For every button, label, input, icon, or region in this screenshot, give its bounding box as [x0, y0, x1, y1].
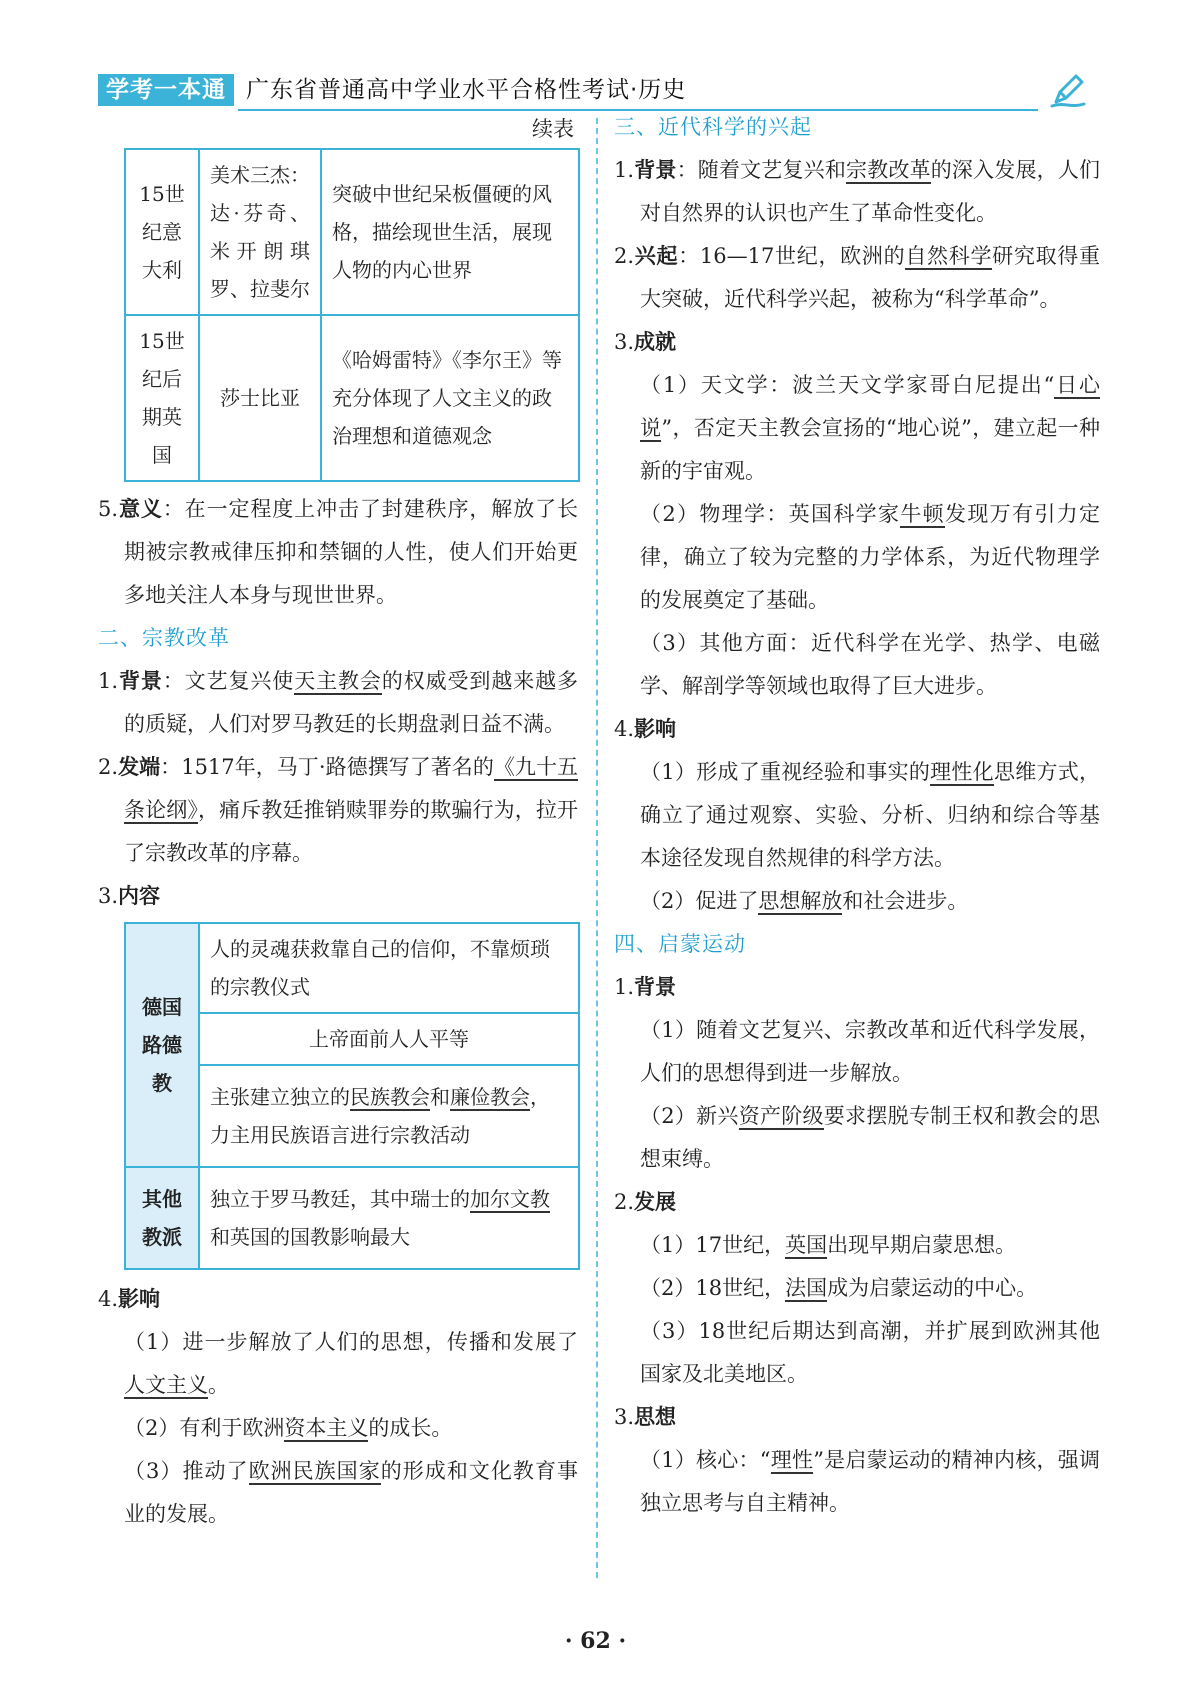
key-term: 理性化	[930, 760, 994, 784]
item-text: 的成长。	[368, 1416, 453, 1440]
item-label: 兴起	[634, 244, 679, 268]
item-number: 1.	[614, 975, 635, 999]
item-number: 2.	[614, 244, 635, 268]
item-label: 内容	[118, 884, 161, 908]
achievement-item-3: （3）其他方面：近代科学在光学、热学、电磁学、解剖学等领域也取得了巨大进步。	[640, 631, 1100, 698]
item-text: 成为启蒙运动的中心。	[827, 1276, 1038, 1300]
item-text: （2）18世纪，	[640, 1276, 786, 1300]
left-column	[98, 118, 578, 1536]
item-label: 影响	[634, 717, 677, 741]
item-text: ：在一定程度上冲击了封建秩序，解放了长期被宗教戒律压抑和禁锢的人性，使人们开始更多地关注人本身与现世世界。	[124, 497, 579, 607]
item-text: （3）推动了	[124, 1459, 249, 1483]
item-label: 意义	[118, 497, 163, 521]
item-text: 的权威受到越来越多的质疑，人们对罗马教廷的长期盘剥日益不满。	[124, 669, 579, 736]
key-term: 人文主义	[124, 1373, 208, 1397]
science-background	[614, 149, 1100, 235]
table-cell: 突破中世纪呆板僵硬的风格，描绘现世生活，展现人物的内心世界	[321, 149, 579, 315]
key-term: 加尔文教	[470, 1187, 550, 1211]
item-label: 发端	[118, 755, 161, 779]
reformation-content-heading	[98, 875, 578, 918]
page-number: · 62 ·	[564, 1628, 627, 1654]
item-text: 要求摆脱专制王权和教会的思想束缚。	[640, 1104, 1100, 1171]
item-text: 的形成和文化教育事业的发展。	[124, 1459, 578, 1526]
item-number: 2.	[614, 1190, 635, 1214]
table-continued-label: 续表	[532, 117, 574, 141]
item-text: （2）物理学：英国科学家	[640, 502, 901, 526]
book-title: 广东省普通高中学业水平合格性考试·历史	[246, 77, 687, 103]
item-number: 3.	[614, 1405, 635, 1429]
item-text: （1）天文学：波兰天文学家哥白尼提出“	[640, 373, 1055, 397]
table-cell: 人的灵魂获救靠自己的信仰，不靠烦琐的宗教仪式	[199, 923, 579, 1013]
item-text: （1）核心：“	[640, 1448, 771, 1472]
item-number: 1.	[98, 669, 119, 693]
item-text: 发现万有引力定律，确立了较为完整的力学体系，为近代物理学的发展奠定了基础。	[640, 502, 1101, 612]
key-term: 欧洲民族国家	[248, 1459, 381, 1483]
table-row	[125, 1167, 579, 1269]
table-cell: 莎士比亚	[199, 315, 321, 481]
item-text: 研究取得重大突破，近代科学兴起，被称为“科学革命”。	[640, 244, 1101, 311]
table-cell: 上帝面前人人平等	[199, 1013, 579, 1065]
item-text: （2）有利于欧洲	[124, 1416, 285, 1440]
key-term: 资本主义	[284, 1416, 369, 1440]
cell-text: 主张建立独立的	[210, 1085, 350, 1109]
table-cell: 美术三杰：达·芬奇、米开朗琪罗、拉斐尔	[199, 149, 321, 315]
item-text: （1）17世纪，	[640, 1233, 786, 1257]
item-number: 3.	[614, 330, 635, 354]
item-label: 发展	[634, 1190, 677, 1214]
achievement-item-1	[614, 364, 1100, 493]
item-label: 成就	[634, 330, 677, 354]
significance-paragraph	[98, 488, 578, 617]
table-cell	[199, 1065, 579, 1167]
item-text: （2）促进了	[640, 889, 759, 913]
impact-item-3	[98, 1450, 578, 1536]
item-number: 4.	[98, 1287, 119, 1311]
science-impact-item-2	[614, 880, 1100, 923]
impact-item-1	[98, 1321, 578, 1407]
item-text: 思维方式，确立了通过观察、实验、分析、归纳和综合等基本途径发现自然规律的科学方法。	[640, 760, 1101, 870]
development-item-1	[614, 1224, 1100, 1267]
item-text: ：16—17世纪，欧洲的	[678, 244, 906, 268]
impact-item-2	[98, 1407, 578, 1450]
science-achievement-heading	[614, 321, 1100, 364]
column-divider	[596, 118, 598, 1578]
section-heading-enlightenment: 四、启蒙运动	[614, 932, 746, 956]
enlightenment-bg-item-1: （1）随着文艺复兴、宗教改革和近代科学发展，人们的思想得到进一步解放。	[640, 1018, 1100, 1085]
item-number: 4.	[614, 717, 635, 741]
item-label: 背景	[634, 158, 677, 182]
key-term: 资产阶级	[738, 1104, 824, 1128]
key-term: 天主教会	[294, 669, 382, 693]
science-impact-item-1	[614, 751, 1100, 880]
item-text: ：文艺复兴使	[162, 669, 295, 693]
pen-icon	[1048, 70, 1088, 110]
item-text: ：随着文艺复兴和	[676, 158, 847, 182]
item-text: ：1517年，马丁·路德撰写了著名的	[160, 755, 494, 779]
thought-item-1	[614, 1439, 1100, 1525]
renaissance-table	[124, 148, 580, 482]
enlightenment-bg-item-2	[614, 1095, 1100, 1181]
enlightenment-thought-heading	[614, 1396, 1100, 1439]
item-text: 。	[208, 1373, 229, 1397]
reformation-background	[98, 660, 578, 746]
key-term: 法国	[785, 1276, 828, 1300]
key-term: 民族教会	[350, 1085, 430, 1109]
item-text: ，痛斥教廷推销赎罪券的欺骗行为，拉开了宗教改革的序幕。	[124, 798, 579, 865]
key-term: 《九十五条论纲》	[124, 755, 579, 822]
cell-text: 和英国的国教影响最大	[210, 1225, 410, 1249]
key-term: 英国	[785, 1233, 828, 1257]
item-label: 背景	[118, 669, 163, 693]
key-term: 理性	[770, 1448, 814, 1472]
item-number: 2.	[98, 755, 119, 779]
table-row	[125, 149, 579, 315]
achievement-item-2	[614, 493, 1100, 622]
cell-text: ，力主用民族语言进行宗教活动	[210, 1085, 550, 1147]
item-text: 出现早期启蒙思想。	[827, 1233, 1017, 1257]
section-heading-reformation: 二、宗教改革	[98, 626, 230, 650]
item-label: 影响	[118, 1287, 161, 1311]
development-item-3: （3）18世纪后期达到高潮，并扩展到欧洲其他国家及北美地区。	[640, 1319, 1100, 1386]
item-number: 3.	[98, 884, 119, 908]
key-term: 牛顿	[900, 502, 946, 526]
reformation-impact-heading	[98, 1278, 578, 1321]
item-text: 的深入发展，人们对自然界的认识也产生了革命性变化。	[640, 158, 1101, 225]
reformation-table	[124, 922, 580, 1270]
table-cell: 《哈姆雷特》《李尔王》等充分体现了人文主义的政治理想和道德观念	[321, 315, 579, 481]
table-row	[125, 923, 579, 1013]
science-impact-heading	[614, 708, 1100, 751]
item-text: ”，否定天主教会宣扬的“地心说”，建立起一种新的宇宙观。	[640, 416, 1100, 483]
development-item-2	[614, 1267, 1100, 1310]
key-term: 日心说	[640, 373, 1100, 440]
item-text: （1）形成了重视经验和事实的	[640, 760, 931, 784]
reformation-start	[98, 746, 578, 875]
cell-text: 和	[430, 1085, 450, 1109]
item-number: 5.	[98, 497, 119, 521]
item-label: 思想	[634, 1405, 677, 1429]
item-text: （2）新兴	[640, 1104, 739, 1128]
key-term: 思想解放	[758, 889, 843, 913]
table-row-header: 德国路德教	[125, 923, 199, 1167]
item-text: （1）进一步解放了人们的思想，传播和发展了	[124, 1330, 578, 1354]
item-number: 1.	[614, 158, 635, 182]
table-cell	[199, 1167, 579, 1269]
key-term: 宗教改革	[846, 158, 931, 182]
enlightenment-background-heading	[614, 966, 1100, 1009]
table-cell: 15世纪意大利	[125, 149, 199, 315]
item-label: 背景	[634, 975, 677, 999]
item-text: 和社会进步。	[842, 889, 969, 913]
section-heading-science: 三、近代科学的兴起	[614, 115, 812, 139]
item-text: ”是启蒙运动的精神内核，强调独立思考与自主精神。	[640, 1448, 1100, 1515]
table-cell: 15世纪后期英国	[125, 315, 199, 481]
science-rise	[614, 235, 1100, 321]
key-term: 廉俭教会	[450, 1085, 530, 1109]
series-brand: 学考一本通	[98, 74, 234, 106]
cell-text: 独立于罗马教廷，其中瑞士的	[210, 1187, 470, 1211]
right-column	[614, 115, 1101, 1525]
table-row-header: 其他教派	[125, 1167, 199, 1269]
key-term: 自然科学	[905, 244, 993, 268]
enlightenment-development-heading	[614, 1181, 1100, 1224]
table-row	[125, 315, 579, 481]
